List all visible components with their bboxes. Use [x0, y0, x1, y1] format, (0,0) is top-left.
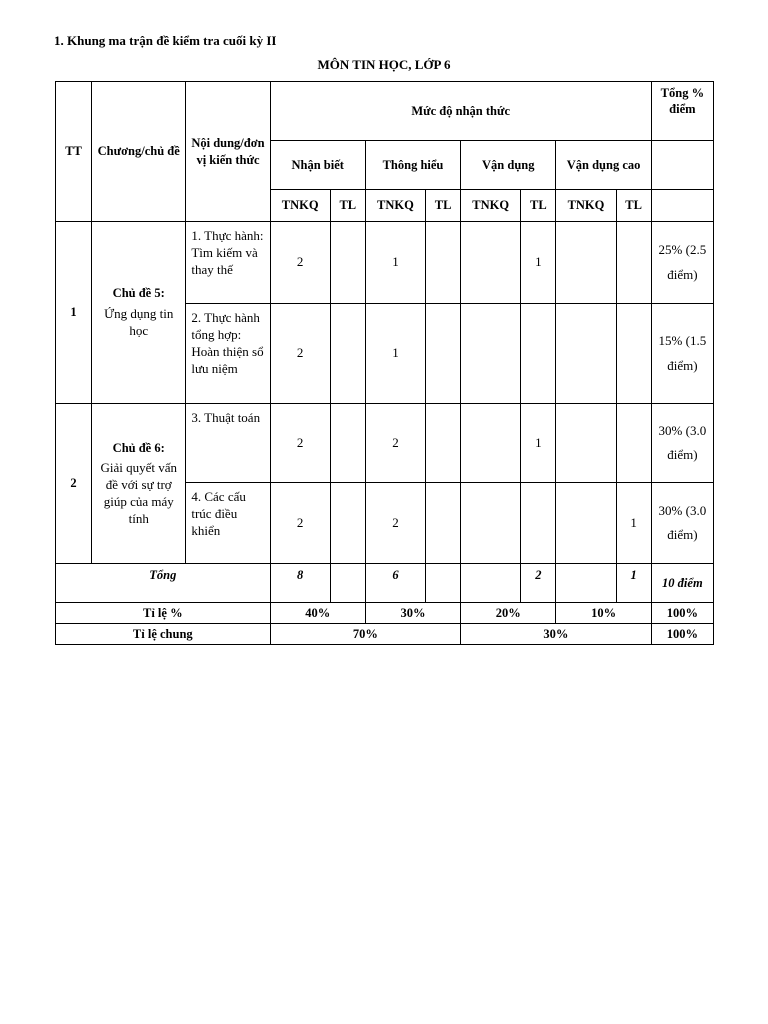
- count-cell: 2: [270, 483, 330, 564]
- topic-description: Ứng dụng tin học: [104, 305, 174, 338]
- chapter-header: Chương/chủ đề: [92, 82, 186, 222]
- cognitive-level-header: Mức độ nhận thức: [270, 82, 651, 141]
- content-item: 2. Thực hành tổng hợp: Hoàn thiện sổ lưu niệm: [186, 304, 270, 404]
- content-item: 1. Thực hành: Tìm kiếm và thay thế: [186, 222, 270, 304]
- count-cell: [461, 483, 521, 564]
- count-cell: 1: [365, 304, 425, 404]
- sub-header-tl: TL: [330, 190, 365, 222]
- sub-header-tnkq: TNKQ: [461, 190, 521, 222]
- topic-number: 1: [56, 222, 92, 404]
- topic-number: 2: [56, 404, 92, 564]
- count-cell: [556, 304, 616, 404]
- count-cell: [461, 404, 521, 483]
- empty-cell: [651, 141, 713, 190]
- sub-header-tnkq: TNKQ: [365, 190, 425, 222]
- ratio-value: 20%: [461, 603, 556, 624]
- common-ratio-value: 70%: [270, 624, 461, 645]
- count-cell: 2: [270, 404, 330, 483]
- sum-cell: 8: [270, 564, 330, 603]
- section-heading: 1. Khung ma trận đề kiểm tra cuối kỳ II: [54, 33, 277, 48]
- common-ratio-row: [56, 624, 714, 645]
- sum-cell: 2: [521, 564, 556, 603]
- sum-cell: [426, 564, 461, 603]
- sum-cell: 1: [616, 564, 651, 603]
- sub-header-tnkq: TNKQ: [270, 190, 330, 222]
- count-cell: [426, 222, 461, 304]
- sub-header-tl: TL: [426, 190, 461, 222]
- count-cell: 1: [521, 404, 556, 483]
- count-cell: 2: [270, 304, 330, 404]
- ratio-label: Tỉ lệ %: [56, 603, 271, 624]
- sum-cell: [461, 564, 521, 603]
- topic-name: Chủ đề 6:: [112, 440, 165, 455]
- ratio-value: 10%: [556, 603, 651, 624]
- count-cell: [521, 304, 556, 404]
- row-total: 30% (3.0 điểm): [651, 404, 713, 483]
- sub-header-tnkq: TNKQ: [556, 190, 616, 222]
- sum-row: [56, 564, 714, 603]
- sum-cell: 6: [365, 564, 425, 603]
- count-cell: [616, 404, 651, 483]
- content-header: Nội dung/đơn vị kiến thức: [186, 82, 270, 222]
- ratio-value: 30%: [365, 603, 460, 624]
- count-cell: [426, 483, 461, 564]
- count-cell: 1: [365, 222, 425, 304]
- topic-name: Chủ đề 5:: [112, 286, 165, 301]
- level-apply: Vận dụng: [461, 141, 556, 190]
- empty-cell: [651, 190, 713, 222]
- level-understand: Thông hiểu: [365, 141, 460, 190]
- ratio-value: 40%: [270, 603, 365, 624]
- count-cell: [330, 483, 365, 564]
- content-item: 3. Thuật toán: [186, 404, 270, 483]
- level-recognize: Nhận biết: [270, 141, 365, 190]
- common-ratio-value: 30%: [461, 624, 652, 645]
- row-total: 15% (1.5 điểm): [651, 304, 713, 404]
- ratio-row: [56, 603, 714, 624]
- topic-cell: [92, 222, 186, 404]
- count-cell: [330, 404, 365, 483]
- row-total: 30% (3.0 điểm): [651, 483, 713, 564]
- header-row-1: [56, 82, 714, 141]
- table-row: [56, 404, 714, 483]
- count-cell: 1: [521, 222, 556, 304]
- tt-header: TT: [56, 82, 92, 222]
- topic-description: Giải quyết vấn đề với sự trợ giúp của máy tính: [100, 459, 177, 526]
- count-cell: [461, 222, 521, 304]
- subject-title: MÔN TIN HỌC, LỚP 6: [317, 57, 451, 72]
- total-percent-header: Tổng % điểm: [651, 82, 713, 141]
- count-cell: [426, 304, 461, 404]
- topic-cell: [92, 404, 186, 564]
- count-cell: [426, 404, 461, 483]
- count-cell: [556, 404, 616, 483]
- count-cell: [521, 483, 556, 564]
- count-cell: [330, 304, 365, 404]
- sum-label: Tổng: [56, 564, 271, 603]
- row-total: 25% (2.5 điểm): [651, 222, 713, 304]
- exam-matrix-table: [55, 81, 714, 645]
- count-cell: 1: [616, 483, 651, 564]
- table-row: [56, 222, 714, 304]
- level-apply-high: Vận dụng cao: [556, 141, 651, 190]
- count-cell: [556, 222, 616, 304]
- sum-cell: [330, 564, 365, 603]
- sum-cell: [556, 564, 616, 603]
- sub-header-tl: TL: [616, 190, 651, 222]
- count-cell: 2: [365, 483, 425, 564]
- common-ratio-label: Tỉ lệ chung: [56, 624, 271, 645]
- count-cell: [556, 483, 616, 564]
- count-cell: [330, 222, 365, 304]
- sum-total: 10 điểm: [651, 564, 713, 603]
- count-cell: 2: [270, 222, 330, 304]
- sub-header-tl: TL: [521, 190, 556, 222]
- content-item: 4. Các cấu trúc điều khiển: [186, 483, 270, 564]
- ratio-total: 100%: [651, 603, 713, 624]
- count-cell: [616, 222, 651, 304]
- common-ratio-total: 100%: [651, 624, 713, 645]
- count-cell: 2: [365, 404, 425, 483]
- count-cell: [461, 304, 521, 404]
- count-cell: [616, 304, 651, 404]
